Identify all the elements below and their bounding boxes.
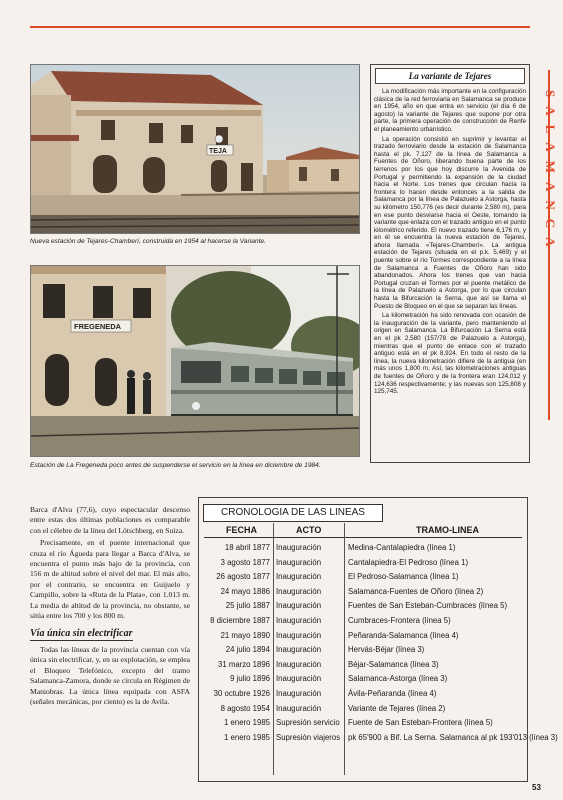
chronology-title: CRONOLOGIA DE LAS LINEAS	[203, 504, 383, 522]
row-tramo: El Pedroso-Salamanca (línea 1)	[348, 572, 459, 582]
row-tramo: Hervás-Béjar (línea 3)	[348, 645, 425, 655]
table-row	[198, 570, 528, 585]
column-header-fecha: FECHA	[226, 525, 257, 535]
row-tramo: Fuente de San Esteban-Frontera (línea 5)	[348, 718, 493, 728]
table-row	[198, 731, 558, 746]
row-acto: Inauguración	[276, 601, 322, 611]
row-acto: Inauguración	[276, 557, 322, 567]
photo-caption-top: Nueva estación de Tejares-Chamberí, construida en 1954 al hacerse la Variante.	[30, 238, 266, 245]
row-acto: Inauguración	[276, 645, 322, 655]
row-acto: Inauguración	[276, 674, 322, 684]
table-row	[198, 716, 528, 731]
section-subheading: Vía única sin electrificar	[30, 628, 133, 640]
table-row	[198, 629, 528, 644]
row-fecha: 8 agosto 1954	[220, 703, 270, 713]
sidebar-article-body	[374, 88, 526, 398]
body-paragraph: Todas las líneas de la provincia cuentan con vía única sin electrificar, y, en su explotación, se emplea el Bloqueo Telefónico, excepto del tramo Salamanca-Zamora, donde se circula en Régimen de Maniobras. La única línea equipada con ASFA (señales mecánicas, por ciento) es la de Avila.	[30, 644, 190, 706]
photo-tejares-station	[30, 64, 360, 234]
row-acto: Supresión viajeros	[276, 732, 341, 742]
table-row	[198, 585, 528, 600]
row-fecha: 18 abril 1877	[224, 543, 270, 552]
sidebar-article-title: La variante de Tejares	[408, 71, 492, 81]
row-tramo: pk 65'900 a Bif. La Serna. Salamanca al pk 193'013 (línea 3)	[348, 732, 558, 742]
sidebar-paragraph: La operación consistió en suprimir y levantar el trazado ferroviario desde la estación de Salamanca hasta el pk. 7.127 de la línea de Salamanca a Fuentes de Oñoro, liberando buena parte de los terrenos por los que hoy discurre la Avenida de Portugal y permitiendo la expansión de la ciudad hacia el Norte. Los trenes que circulan hacia la frontera lo hacen desde entonces a la salida de Salamanca por la línea de Palazuelo a Astorga, hasta su kilómetro 150,776 (es decir durante 2,580 m), para en ese punto desviarse hacia el Oeste, tomando la variante que enlaza con el trazado antiguo en el punto kilométrico referido. El nuevo trazado tiene 6,176 m, y en él se encuentra la nueva estación de Tejares, ahora llamada «Tejares-Chamberí». La antigua estación de Tejares (situada en el p.k. 5,469) y el puente sobre el río Tormes correspondiente a la línea de Salamanca a Fuentes de Oñoro han sido abandonados. Ahora los trenes que van hacia Portugal cruzan el Tormes por el puente metálico de la línea de Palazuelo a Astorga, por lo que circulan hasta la Bifurcación la Serna, que así se llama el Puesto de Bloqueo en el que se separan las líneas.	[374, 135, 526, 310]
table-row	[198, 702, 528, 717]
column-header-tramo: TRAMO-LINEA	[416, 525, 479, 535]
row-acto: Inauguración	[276, 659, 322, 669]
row-acto: Inauguración	[276, 703, 322, 713]
row-fecha: 1 enero 1985	[224, 718, 270, 728]
page-number: 53	[532, 783, 541, 792]
table-row	[198, 614, 528, 629]
sidebar-paragraph: La kilometración ha sido renovada con ocasión de la inauguración de la variante, pero manteniendo el origen en Salamanca. La Bifurcación La Serna está en el pk 2,580 (157/78 de Palazuelo a Astorga), mientras que el punto de enlace con el trazado antiguo está en el pk 8,924. En todo el resto de la línea, la nueva kilometración difiere de la antigua (en más unos 1,800 m. Así, las kilometraciones antiguas de fuentes de Oñoro y de la frontera eran 124,012 y 124,636 respectivamente; y las nuevas son 125,808 y 125,745.	[374, 312, 526, 396]
table-row	[198, 672, 528, 687]
row-fecha: 25 julio 1887	[225, 601, 270, 611]
table-row	[198, 599, 528, 614]
sidebar-paragraph: La modificación más importante en la configuración clásica de la red ferroviaria en Salamanca se produce en 1954, año en que entra en servicio (el día 6 de agosto) la variante de Tejares que supone por otra parte, la primera operación de construcción de Renfe el planeamiento urbanístico.	[374, 88, 526, 133]
chronology-rows	[198, 541, 558, 745]
row-acto: Inauguración	[276, 586, 322, 596]
station-sign-fregeneda: FREGENEDA	[74, 322, 122, 331]
row-tramo: Salamanca-Fuentes de Oñoro (línea 2)	[348, 586, 484, 596]
row-tramo: Peñaranda-Salamanca (línea 4)	[348, 630, 459, 640]
row-fecha: 21 mayo 1890	[220, 630, 270, 640]
row-acto: Inauguración	[276, 572, 322, 582]
row-tramo: Cumbraces-Frontera (línea 5)	[348, 615, 451, 625]
row-tramo: Medina-Cantalapiedra (línea 1)	[348, 543, 456, 552]
row-tramo: Ávila-Peñaranda (línea 4)	[348, 688, 437, 698]
row-tramo: Béjar-Salamanca (línea 3)	[348, 659, 439, 669]
body-paragraph: Barca d'Alva (77,6), cuyo espectacular descenso entre estas dos últimas poblaciones es comparable con el célebre de la línea del Lötschberg, en Suiza.	[30, 505, 190, 535]
row-fecha: 24 mayo 1886	[220, 586, 270, 596]
chronology-table	[198, 497, 558, 782]
station-sign-tejares: TEJA	[209, 148, 227, 155]
body-paragraph: Precisamente, en el puente internacional que cruza el río Águeda para llegar a Barca d'Alva, se encuentra el punto más bajo de la provincia, con 156 m de altitud sobre el nivel del mar. El más alto, por el contrario, se encuentra en Guijuelo y Campillo, sobre la «Ruta de la Plata», con 1.013 m. La media de altitud de la provincia, no obstante, se sitúa entre los 700 y los 800 m.	[30, 538, 190, 621]
row-fecha: 31 marzo 1896	[217, 659, 270, 669]
table-row	[198, 556, 528, 571]
photo-fregeneda-station	[30, 265, 360, 457]
row-fecha: 26 agosto 1877	[216, 572, 270, 582]
row-tramo: Salamanca-Astorga (línea 3)	[348, 674, 448, 684]
row-fecha: 8 diciembre 1887	[210, 615, 270, 625]
row-acto: Inauguración	[276, 630, 322, 640]
row-fecha: 1 enero 1985	[224, 732, 270, 742]
row-fecha: 24 julio 1894	[225, 645, 270, 655]
row-acto: Supresión servicio	[276, 718, 340, 728]
row-acto: Inauguración	[276, 543, 322, 552]
photo-caption-bottom: Estación de La Fregeneda poco antes de suspenderse el servicio en la línea en diciembre de 1984.	[30, 462, 321, 469]
table-row	[198, 643, 528, 658]
row-tramo: Cantalapiedra-El Pedroso (línea 1)	[348, 557, 469, 567]
row-tramo: Variante de Tejares (línea 2)	[348, 703, 446, 713]
column-header-acto: ACTO	[296, 525, 322, 535]
table-row	[198, 541, 528, 556]
table-row	[198, 687, 528, 702]
row-acto: Inauguración	[276, 615, 322, 625]
section-label: SALAMANCA	[543, 90, 558, 256]
row-fecha: 30 octubre 1926	[213, 688, 270, 698]
row-fecha: 9 julio 1896	[230, 674, 270, 684]
row-acto: Inauguración	[276, 688, 322, 698]
header-rule	[204, 537, 522, 538]
top-rule	[30, 26, 530, 28]
table-row	[198, 658, 528, 673]
sidebar-article-title-box	[375, 68, 525, 84]
main-text-column	[30, 505, 190, 709]
row-tramo: Fuentes de San Esteban-Cumbraces (línea 5)	[348, 601, 508, 611]
row-fecha: 3 agosto 1877	[220, 557, 270, 567]
